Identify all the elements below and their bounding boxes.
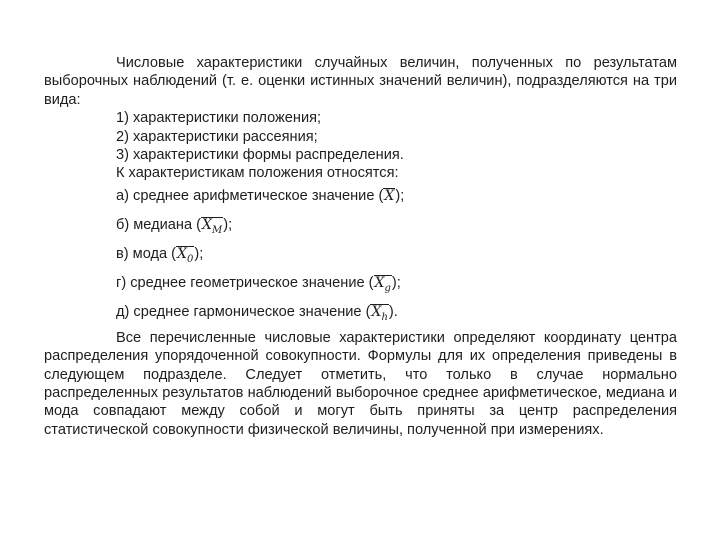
item-label: в) мода ( — [116, 245, 177, 262]
mode-symbol: $X_0$ — [177, 245, 194, 265]
intro-paragraph: Числовые характеристики случайных величин, полученных по результатам выборочных наблюдений (т. е. оценки истинных значений величин), подразделяются на три вида: — [44, 55, 677, 108]
conclusion-paragraph: Все перечисленные числовые характеристики определяют координату центра распределения упорядоченной совокупности. Формулы для их определения приведены в следующем подразделе. Следует отметить, что только в случае нормально распределенных результатов наблюдений выборочное среднее арифметическое, медиана и мода совпадают между собой и могут быть приняты за центр распределения статистической совокупности физической величины, полученной при измерениях. — [44, 329, 677, 438]
mean-symbol: X — [383, 188, 395, 209]
item-label: а) среднее арифметическое значение ( — [116, 187, 384, 204]
item-close: ); — [391, 274, 401, 291]
geometric-mean-symbol: $X_g$ — [374, 274, 391, 294]
position-heading: К характеристикам положения относятся: — [116, 165, 399, 182]
item-close: ); — [194, 245, 204, 262]
item-close: ); — [223, 216, 233, 233]
item-close: ). — [388, 303, 398, 320]
item-label: д) среднее гармоническое значение ( — [116, 303, 371, 320]
item-label: б) медиана ( — [116, 216, 201, 233]
item-close: ); — [395, 187, 405, 204]
position-item-geometric — [44, 274, 677, 296]
position-item-mean — [44, 187, 677, 209]
item-label: г) среднее геометрическое значение ( — [116, 274, 374, 291]
position-item-median — [44, 216, 677, 238]
document-page — [44, 54, 677, 439]
median-symbol: $X_M$ — [201, 216, 223, 236]
position-item-mode — [44, 245, 677, 267]
position-item-harmonic — [44, 303, 677, 325]
harmonic-mean-symbol: $X_h$ — [371, 303, 388, 323]
type-item-3: 3) характеристики формы распределения. — [116, 147, 404, 164]
type-item-2: 2) характеристики рассеяния; — [116, 128, 318, 145]
type-item-1: 1) характеристики положения; — [116, 110, 322, 127]
